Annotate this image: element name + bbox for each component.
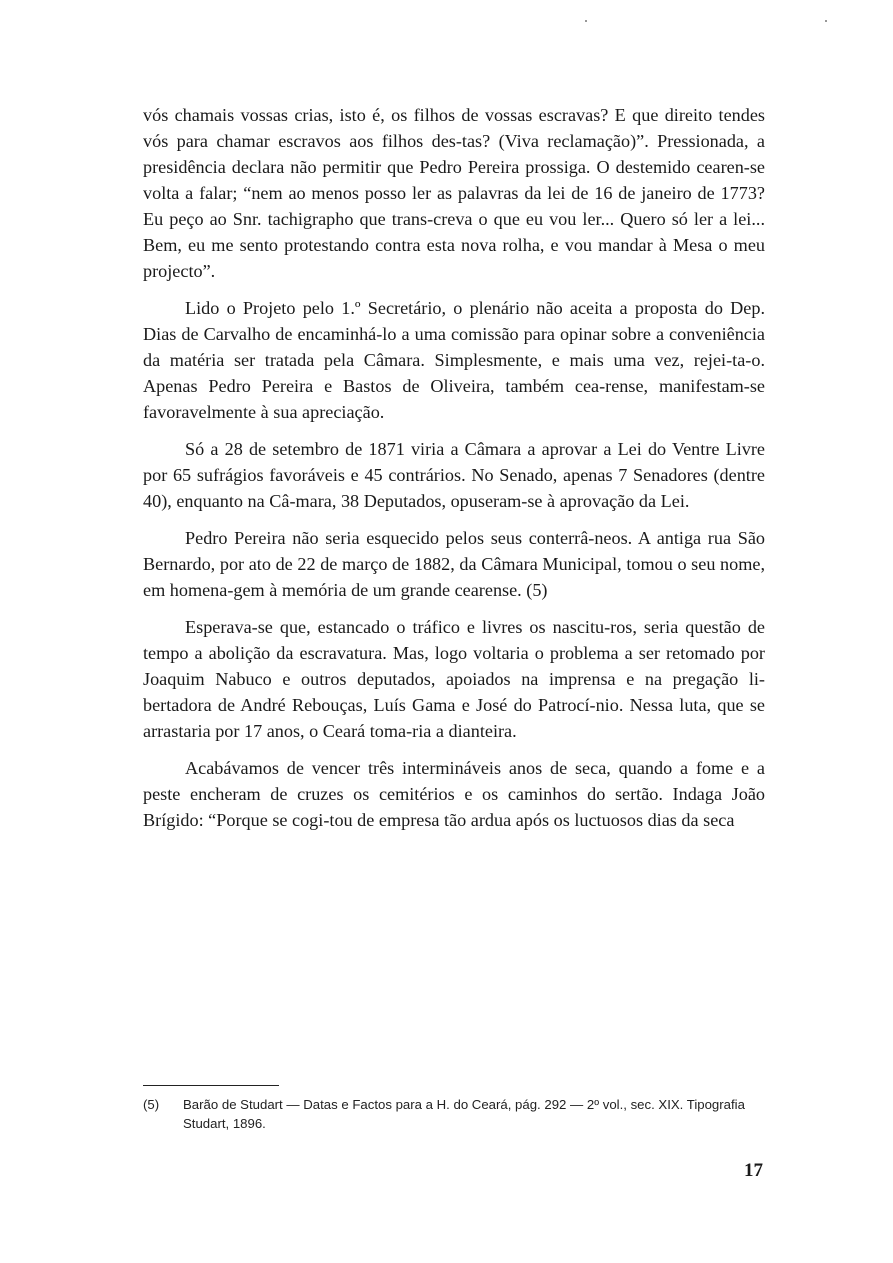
paragraph-2: Lido o Projeto pelo 1.º Secretário, o plenário não aceita a proposta do Dep. Dias de Carvalho de encaminhá-lo a uma comissão para opinar sobre a conveniência da matéria ser tratada pela Câmara. Simplesmente, e mais uma vez, rejei-ta-o. Apenas Pedro Pereira e Bastos de Oliveira, também cea-rense, manifestam-se favoravelmente à sua apreciação. <box>143 298 765 422</box>
scan-speck <box>585 20 587 22</box>
footnote-divider <box>143 1085 279 1086</box>
page-body <box>143 102 765 844</box>
paragraph-1: vós chamais vossas crias, isto é, os filhos de vossas escravas? E que direito tendes vós para chamar escravos aos filhos des-tas? (Viva reclamação)”. Pressionada, a presidência declara não permitir que Pedro Pereira prossiga. O destemido cearen-se volta a falar; “nem ao menos posso ler as palavras da lei de 16 de janeiro de 1773? Eu peço ao Snr. tachigrapho que trans-creva o que eu vou ler... Quero só ler a lei... Bem, eu me sento protestando contra esta nova rolha, e vou mandar à Mesa o meu projecto”. <box>143 105 765 281</box>
page-number: 17 <box>744 1160 763 1181</box>
footnote <box>143 1095 765 1133</box>
paragraph-5: Esperava-se que, estancado o tráfico e livres os nascitu-ros, seria questão de tempo a abolição da escravatura. Mas, logo voltaria o problema a ser retomado por Joaquim Nabuco e outros deputados, apoiados na imprensa e na pregação li-bertadora de André Rebouças, Luís Gama e José do Patrocí-nio. Nessa luta, que se arrastaria por 17 anos, o Ceará toma-ria a dianteira. <box>143 617 765 741</box>
paragraph-3: Só a 28 de setembro de 1871 viria a Câmara a aprovar a Lei do Ventre Livre por 65 sufrágios favoráveis e 45 contrários. No Senado, apenas 7 Senadores (dentre 40), enquanto na Câ-mara, 38 Deputados, opuseram-se à aprovação da Lei. <box>143 439 765 511</box>
paragraph-6: Acabávamos de vencer três intermináveis anos de seca, quando a fome e a peste encheram de cruzes os cemitérios e os caminhos do sertão. Indaga João Brígido: “Porque se cogi-tou de empresa tão ardua após os luctuosos dias da seca <box>143 758 765 830</box>
scan-speck <box>825 20 827 22</box>
footnote-mark: (5) <box>143 1097 160 1112</box>
footnote-text: Barão de Studart — Datas e Factos para a H. do Ceará, pág. 292 — 2º vol., sec. XIX. Tipografia Studart, 1896. <box>183 1097 745 1131</box>
paragraph-4: Pedro Pereira não seria esquecido pelos seus conterrâ-neos. A antiga rua São Bernardo, por ato de 22 de março de 1882, da Câmara Municipal, tomou o seu nome, em homena-gem à memória de um grande cearense. (5) <box>143 528 765 600</box>
